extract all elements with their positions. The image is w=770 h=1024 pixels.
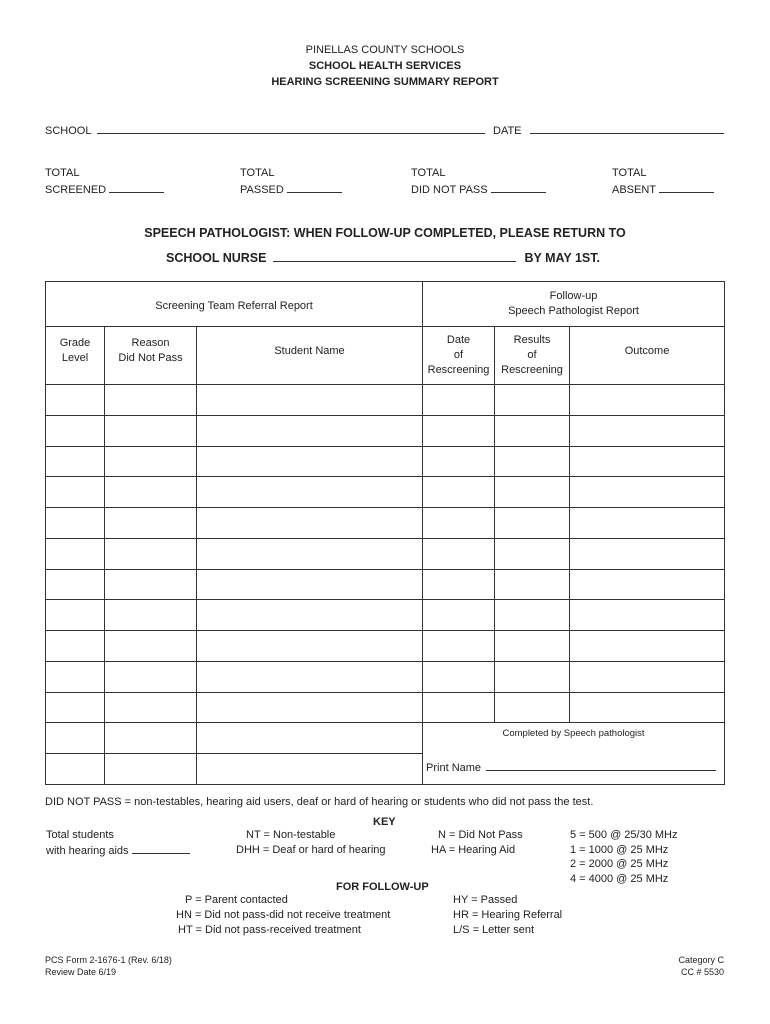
cell[interactable] <box>46 415 105 446</box>
cell[interactable] <box>495 692 570 723</box>
signature-box <box>423 723 725 785</box>
cell[interactable] <box>570 600 725 631</box>
cell[interactable] <box>495 569 570 600</box>
cell[interactable] <box>105 754 197 785</box>
col-grade-line2: Level <box>61 352 89 364</box>
cell[interactable] <box>423 569 495 600</box>
cell[interactable] <box>46 600 105 631</box>
cell[interactable] <box>423 661 495 692</box>
category: Category C <box>678 955 724 965</box>
review-date: Review Date 6/19 <box>45 967 117 977</box>
cell[interactable] <box>46 723 105 754</box>
col-grade-level <box>46 327 105 385</box>
key-freq-4000: 4 = 4000 @ 25 MHz <box>570 872 669 885</box>
cell[interactable] <box>423 415 495 446</box>
cell[interactable] <box>46 754 105 785</box>
col-results-line3: Rescreening <box>501 364 563 376</box>
date-label: DATE <box>493 125 522 137</box>
cell[interactable] <box>570 446 725 477</box>
cell[interactable] <box>105 446 197 477</box>
print-name-label: Print Name <box>426 762 482 775</box>
col-date-rescreening <box>423 327 495 385</box>
cell[interactable] <box>197 538 423 569</box>
cell[interactable] <box>46 692 105 723</box>
followup-p: P = Parent contacted <box>185 894 288 906</box>
cell[interactable] <box>46 508 105 539</box>
key-n: N = Did Not Pass <box>438 829 523 841</box>
cell[interactable] <box>495 446 570 477</box>
cell[interactable] <box>197 569 423 600</box>
cell[interactable] <box>570 385 725 416</box>
cell[interactable] <box>570 477 725 508</box>
print-name-field[interactable] <box>426 760 716 776</box>
followup-header-line1: Follow-up <box>549 290 598 302</box>
key-dhh: DHH = Deaf or hard of hearing <box>236 844 386 856</box>
screened-label: SCREENED <box>45 184 107 196</box>
cell[interactable] <box>423 631 495 662</box>
col-grade-line1: Grade <box>59 337 91 349</box>
total-students-label: Total students <box>46 829 114 841</box>
key-freq-2000: 2 = 2000 @ 25 MHz <box>570 858 669 870</box>
cell[interactable] <box>570 569 725 600</box>
cell[interactable] <box>197 661 423 692</box>
cell[interactable] <box>197 754 423 785</box>
col-reason-line1: Reason <box>131 337 170 349</box>
cell[interactable] <box>197 477 423 508</box>
deadline-label: BY MAY 1ST. <box>524 251 600 265</box>
cell[interactable] <box>570 508 725 539</box>
form-footer-right <box>678 954 724 978</box>
cell[interactable] <box>105 723 197 754</box>
cell[interactable] <box>197 415 423 446</box>
table-row[interactable] <box>46 415 725 446</box>
followup-title: FOR FOLLOW-UP <box>336 881 429 893</box>
cell[interactable] <box>495 385 570 416</box>
school-blank[interactable] <box>97 123 485 134</box>
cell[interactable] <box>423 508 495 539</box>
cell[interactable] <box>105 477 197 508</box>
cell[interactable] <box>423 446 495 477</box>
cell[interactable] <box>105 600 197 631</box>
cell[interactable] <box>46 661 105 692</box>
col-results-rescreening <box>495 327 570 385</box>
hearing-aids-label: with hearing aids <box>46 845 129 857</box>
cell[interactable] <box>46 446 105 477</box>
cell[interactable] <box>495 477 570 508</box>
cell[interactable] <box>423 600 495 631</box>
cell[interactable] <box>46 569 105 600</box>
cell[interactable] <box>495 508 570 539</box>
did-not-pass-definition: DID NOT PASS = non-testables, hearing aid users, deaf or hard of hearing or students who did not pass the test. <box>45 796 594 808</box>
cell[interactable] <box>46 538 105 569</box>
school-nurse-line[interactable] <box>166 251 600 265</box>
total-label: TOTAL <box>612 167 647 179</box>
referral-table <box>45 281 725 785</box>
total-label: TOTAL <box>45 167 80 179</box>
page-title: HEARING SCREENING SUMMARY REPORT <box>271 76 499 88</box>
table-row[interactable] <box>46 600 725 631</box>
cell[interactable] <box>495 415 570 446</box>
table-row[interactable] <box>46 385 725 416</box>
col-date-line3: Rescreening <box>427 364 490 376</box>
cell[interactable] <box>46 477 105 508</box>
completed-by-label: Completed by Speech pathologist <box>502 728 645 740</box>
did-not-pass-label: DID NOT PASS <box>411 184 488 196</box>
cell[interactable] <box>197 631 423 662</box>
cell[interactable] <box>105 631 197 662</box>
absent-label: ABSENT <box>612 184 656 196</box>
form-number: PCS Form 2-1676-1 (Rev. 6/18) <box>45 955 172 965</box>
cell[interactable] <box>423 477 495 508</box>
cell[interactable] <box>197 508 423 539</box>
school-label: SCHOOL <box>45 125 92 137</box>
print-name-blank[interactable] <box>486 760 716 771</box>
table-row[interactable] <box>46 723 725 754</box>
hearing-aids-blank[interactable] <box>132 843 190 854</box>
cell[interactable] <box>197 692 423 723</box>
col-student-name: Student Name <box>197 327 423 385</box>
followup-hn: HN = Did not pass-did not receive treatment <box>176 909 391 921</box>
column-header-row <box>46 327 725 385</box>
cell[interactable] <box>105 385 197 416</box>
return-notice: SPEECH PATHOLOGIST: WHEN FOLLOW-UP COMPLETED, PLEASE RETURN TO <box>144 226 626 240</box>
cell[interactable] <box>105 508 197 539</box>
key-freq-500: 5 = 500 @ 25/30 MHz <box>570 829 678 841</box>
table-row[interactable] <box>46 661 725 692</box>
col-reason <box>105 327 197 385</box>
table-row[interactable] <box>46 569 725 600</box>
school-nurse-blank[interactable] <box>273 251 516 262</box>
total-passed-field[interactable] <box>240 165 342 199</box>
table-row[interactable] <box>46 692 725 723</box>
cc-number: CC # 5530 <box>680 967 724 977</box>
col-date-line1: Date <box>446 334 471 346</box>
total-label: TOTAL <box>411 167 446 179</box>
followup-ls: L/S = Letter sent <box>453 924 535 936</box>
col-outcome: Outcome <box>570 327 725 385</box>
date-blank[interactable] <box>530 123 724 134</box>
school-nurse-label: SCHOOL NURSE <box>166 251 267 265</box>
frequency-key <box>570 828 677 886</box>
cell[interactable] <box>495 600 570 631</box>
key-codes-1 <box>236 828 386 858</box>
total-absent-field[interactable] <box>612 165 714 199</box>
section-header-row <box>46 282 725 327</box>
school-field[interactable] <box>45 123 485 137</box>
cell[interactable] <box>570 538 725 569</box>
cell[interactable] <box>46 385 105 416</box>
total-hearing-aids-field[interactable] <box>46 828 190 859</box>
col-reason-line2: Did Not Pass <box>118 352 183 364</box>
cell[interactable] <box>197 385 423 416</box>
followup-codes-1 <box>176 893 407 938</box>
passed-label: PASSED <box>240 184 284 196</box>
cell[interactable] <box>105 415 197 446</box>
followup-hy: HY = Passed <box>453 894 518 906</box>
col-date-line2: of <box>453 349 464 361</box>
did-not-pass-blank[interactable] <box>491 182 546 193</box>
followup-ht: HT = Did not pass-received treatment <box>178 924 361 936</box>
header-agency: PINELLAS COUNTY SCHOOLS <box>305 44 465 56</box>
cell[interactable] <box>197 446 423 477</box>
total-did-not-pass-field[interactable] <box>411 165 546 199</box>
screening-team-header: Screening Team Referral Report <box>46 282 423 327</box>
key-freq-1000: 1 = 1000 @ 25 MHz <box>570 843 669 856</box>
col-results-line1: Results <box>513 334 551 346</box>
key-title: KEY <box>373 816 396 828</box>
key-nt: NT = Non-testable <box>246 829 336 841</box>
key-ha: HA = Hearing Aid <box>431 844 516 856</box>
cell[interactable] <box>495 661 570 692</box>
table-row[interactable] <box>46 538 725 569</box>
date-field[interactable] <box>493 123 724 137</box>
followup-hr: HR = Hearing Referral <box>453 909 563 921</box>
cell[interactable] <box>105 538 197 569</box>
followup-header <box>423 282 725 327</box>
total-label: TOTAL <box>240 167 275 179</box>
cell[interactable] <box>570 692 725 723</box>
cell[interactable] <box>495 538 570 569</box>
passed-blank[interactable] <box>287 182 342 193</box>
cell[interactable] <box>46 631 105 662</box>
table-row[interactable] <box>46 477 725 508</box>
cell[interactable] <box>423 692 495 723</box>
col-results-line2: of <box>527 349 537 361</box>
cell[interactable] <box>105 661 197 692</box>
cell[interactable] <box>197 723 423 754</box>
header-department: SCHOOL HEALTH SERVICES <box>308 60 462 72</box>
table-row[interactable] <box>46 508 725 539</box>
cell[interactable] <box>197 600 423 631</box>
key-codes-2 <box>431 828 523 858</box>
table-row[interactable] <box>46 446 725 477</box>
cell[interactable] <box>105 569 197 600</box>
cell[interactable] <box>423 538 495 569</box>
cell[interactable] <box>105 692 197 723</box>
cell[interactable] <box>570 661 725 692</box>
followup-codes-2 <box>453 893 562 938</box>
cell[interactable] <box>495 631 570 662</box>
form-footer-left <box>45 954 172 978</box>
absent-blank[interactable] <box>659 182 714 193</box>
cell[interactable] <box>570 631 725 662</box>
cell[interactable] <box>570 415 725 446</box>
screened-blank[interactable] <box>109 182 164 193</box>
followup-header-line2: Speech Pathologist Report <box>508 305 639 317</box>
total-screened-field[interactable] <box>45 165 164 199</box>
cell[interactable] <box>423 385 495 416</box>
table-row[interactable] <box>46 631 725 662</box>
